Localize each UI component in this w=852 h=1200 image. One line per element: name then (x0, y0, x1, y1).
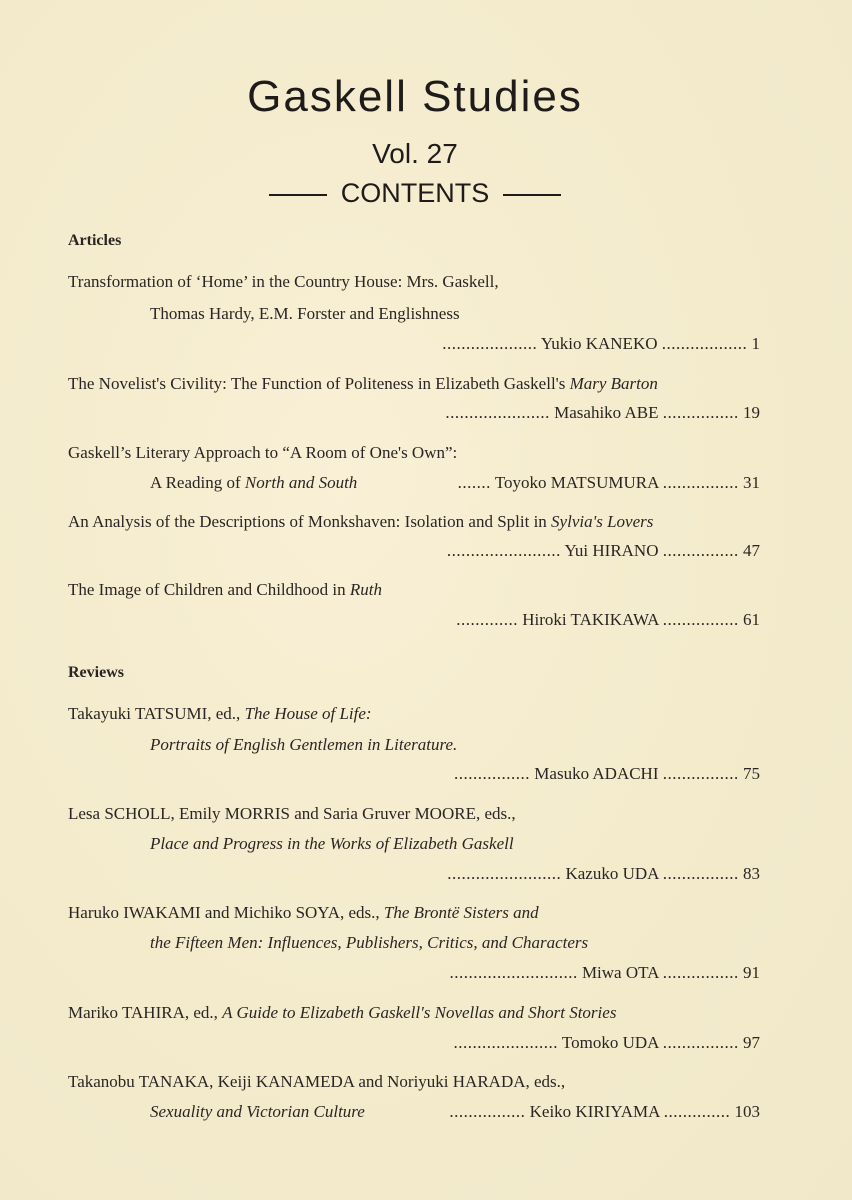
reviews-heading: Reviews (68, 664, 124, 681)
article-3-title-line2: A Reading of North and South (150, 473, 358, 492)
article-4-byline: ........................ Yui HIRANO ................ 47 (446, 541, 760, 560)
article-3-byline: ....... Toyoko MATSUMURA ................ 31 (457, 473, 760, 492)
review-5-line1: Takanobu TANAKA, Keiji KANAMEDA and Noriyuki HARADA, eds., (68, 1072, 566, 1091)
review-1-line1: Takayuki TATSUMI, ed., The House of Life: (68, 704, 372, 723)
article-5-title-line1: The Image of Children and Childhood in Ruth (68, 580, 382, 599)
article-3-page: 31 (743, 473, 760, 492)
review-3-page: 91 (743, 963, 760, 982)
journal-title: Gaskell Studies (247, 72, 583, 121)
article-5-page: 61 (743, 610, 760, 629)
review-5-byline: ................ Keiko KIRIYAMA .............. 103 (449, 1102, 760, 1121)
article-1-title-line1: Transformation of ‘Home’ in the Country House: Mrs. Gaskell, (68, 272, 499, 291)
review-2-byline: ........................ Kazuko UDA ................ 83 (447, 864, 760, 883)
article-1-author: Yukio KANEKO (540, 334, 658, 353)
article-1-title-line2: Thomas Hardy, E.M. Forster and Englishness (150, 304, 460, 323)
contents-label: CONTENTS (340, 178, 490, 208)
review-3-line1: Haruko IWAKAMI and Michiko SOYA, eds., The Brontë Sisters and (68, 903, 539, 922)
article-2-byline: ...................... Masahiko ABE ................ 19 (445, 403, 760, 422)
review-5-author: Keiko KIRIYAMA (529, 1102, 660, 1121)
article-1-page: 1 (751, 334, 760, 353)
review-1-author: Masuko ADACHI (534, 764, 659, 783)
review-3-line2: the Fifteen Men: Influences, Publishers, Critics, and Characters (150, 933, 589, 952)
review-4-byline: ...................... Tomoko UDA ................ 97 (453, 1033, 760, 1052)
article-4-page: 47 (743, 541, 760, 560)
article-4-author: Yui HIRANO (564, 541, 659, 560)
review-5-page: 103 (734, 1102, 760, 1121)
review-4-page: 97 (743, 1033, 760, 1052)
articles-heading: Articles (68, 232, 122, 249)
review-2-line2: Place and Progress in the Works of Elizabeth Gaskell (150, 834, 514, 853)
review-3-author: Miwa OTA (581, 963, 659, 982)
left-rule (269, 194, 327, 196)
review-1-byline: ................ Masuko ADACHI ................ 75 (454, 764, 760, 783)
article-5-byline: ............. Hiroki TAKIKAWA ................ 61 (456, 610, 760, 629)
right-rule (503, 194, 561, 196)
article-3-author: Toyoko MATSUMURA (494, 473, 659, 492)
article-2-page: 19 (743, 403, 760, 422)
review-1-line2: Portraits of English Gentlemen in Literature. (150, 735, 458, 754)
contents-heading (0, 178, 830, 209)
review-4-line1: Mariko TAHIRA, ed., A Guide to Elizabeth Gaskell's Novellas and Short Stories (68, 1003, 617, 1022)
review-2-author: Kazuko UDA (565, 864, 659, 883)
article-1-byline: .................... Yukio KANEKO .................. 1 (442, 334, 760, 353)
review-3-byline: ........................... Miwa OTA ................ 91 (449, 963, 760, 982)
review-2-page: 83 (743, 864, 760, 883)
volume-label: Vol. 27 (372, 138, 458, 169)
article-4-title-line1: An Analysis of the Descriptions of Monkshaven: Isolation and Split in Sylvia's Lovers (68, 512, 654, 531)
review-2-line1: Lesa SCHOLL, Emily MORRIS and Saria Gruver MOORE, eds., (68, 804, 516, 823)
article-5-author: Hiroki TAKIKAWA (522, 610, 659, 629)
review-4-author: Tomoko UDA (561, 1033, 659, 1052)
review-5-line2: Sexuality and Victorian Culture (150, 1102, 365, 1121)
article-2-title-line1: The Novelist's Civility: The Function of Politeness in Elizabeth Gaskell's Mary Barton (68, 374, 658, 393)
article-2-author: Masahiko ABE (554, 403, 659, 422)
article-3-title-line1: Gaskell’s Literary Approach to “A Room of One's Own”: (68, 443, 458, 462)
review-1-page: 75 (743, 764, 760, 783)
